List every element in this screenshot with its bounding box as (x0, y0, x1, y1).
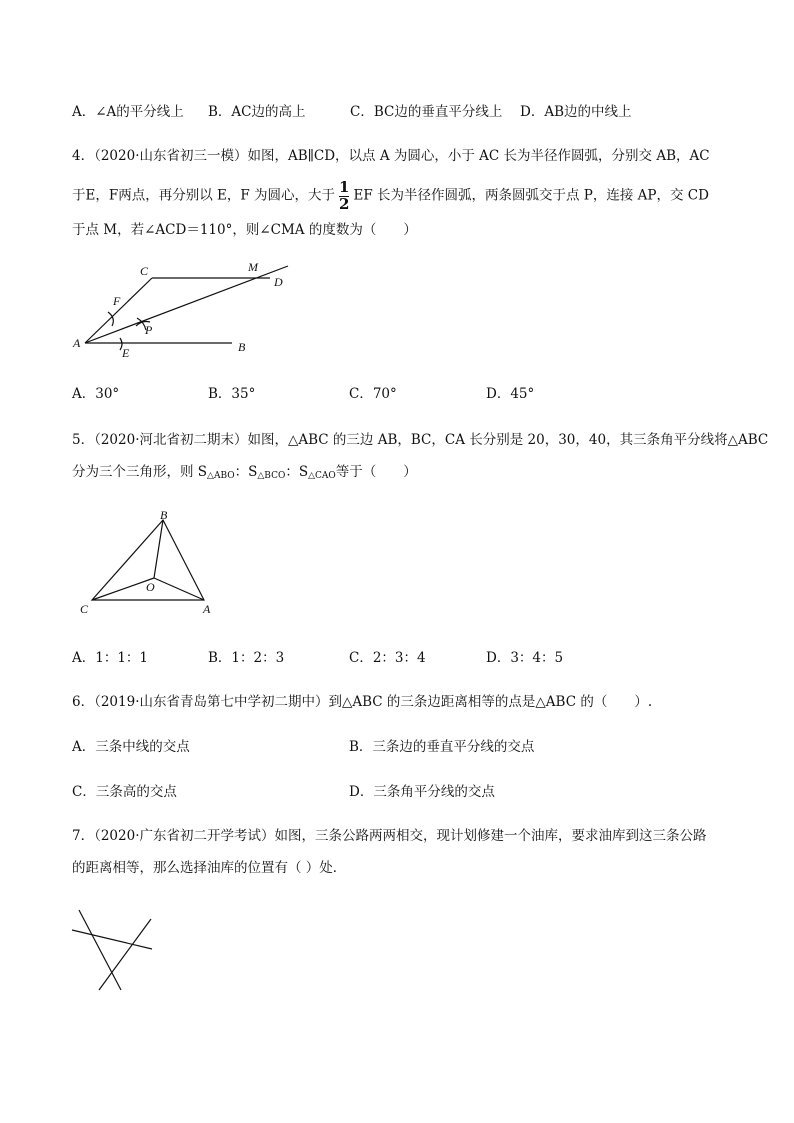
fraction-numerator: 1 (339, 178, 350, 196)
label-b: B (238, 340, 246, 354)
subscript-bco: △BCO (257, 471, 286, 481)
q4-stem-line2-post: EF 长为半径作圆弧，两条圆弧交于点 P，连接 AP，交 CD (353, 187, 709, 204)
q5-line2-post: 等于（ ） (335, 464, 417, 480)
label-e: E (122, 346, 130, 360)
label-f: F (113, 294, 121, 308)
road-1 (72, 930, 152, 949)
q4-stem-line2-pre: 于E，F两点，再分别以 E，F 为圆心，大于 (72, 187, 336, 204)
q7-stem-line1: 7．（2020·广东省初二开学考试）如图，三条公路两两相交，现计划修建一个油库，要求油库到这三条公路 (72, 828, 707, 844)
q6-option-c: C．三条高的交点 (72, 784, 177, 800)
label-o: O (146, 580, 155, 594)
q3-option-b: B．AC边的高上 (208, 104, 306, 120)
q5-line2-pre: 分为三个三角形，则 S (72, 464, 208, 480)
q5-option-d: D．3：4：5 (486, 650, 564, 666)
q3-option-c: C．BC边的垂直平分线上 (350, 104, 503, 120)
q6-option-d: D．三条角平分线的交点 (349, 784, 495, 800)
q5-sep1: ：S (234, 464, 258, 480)
q7-stem-line2: 的距离相等，那么选择油库的位置有（ ）处． (72, 860, 347, 876)
q4-option-d: D．45° (486, 386, 535, 402)
q5-option-c: C．2：3：4 (349, 650, 426, 666)
label-p: P (145, 323, 153, 337)
q3-option-d: D．AB边的中线上 (520, 104, 632, 120)
q6-option-a: A．三条中线的交点 (72, 739, 190, 755)
q3-option-a: A．∠A的平分线上 (72, 104, 184, 120)
label-m: M (248, 260, 258, 274)
road-3 (99, 919, 151, 990)
road-2 (79, 910, 121, 990)
q5-option-a: A．1：1：1 (72, 650, 149, 666)
q5-stem-line1: 5．（2020·河北省初二期末）如图，△ABC 的三边 AB，BC，CA 长分别是 20，30，40，其三条角平分线将△ABC (72, 432, 769, 448)
fraction-denominator: 2 (339, 195, 350, 213)
q5-option-b: B．1：2：3 (208, 650, 285, 666)
q4-option-a: A．30° (72, 386, 120, 402)
subscript-abo: △ABO (207, 471, 235, 481)
label-a: A (203, 602, 211, 616)
q6-stem-line1: 6．（2019·山东省青岛第七中学初二期中）到△ABC 的三条边距离相等的点是△ABC 的（ ）. (72, 694, 653, 710)
q4-stem-line1: 4．（2020·山东省初三一模）如图，AB∥CD，以点 A 为圆心，小于 AC 长为半径作圆弧，分别交 AB，AC (72, 148, 710, 164)
q6-option-b: B．三条边的垂直平分线的交点 (349, 739, 535, 755)
label-b: B (160, 508, 168, 522)
q5-sep2: ：S (285, 464, 309, 480)
label-c: C (140, 264, 149, 278)
label-c: C (80, 602, 89, 616)
subscript-cao: △CAO (308, 471, 336, 481)
q4-option-c: C．70° (349, 386, 397, 402)
label-d: D (274, 275, 283, 289)
q4-stem-line3: 于点 M，若∠ACD＝110°，则∠CMA 的度数为（ ） (72, 222, 417, 238)
label-a: A (73, 336, 81, 350)
q4-option-b: B．35° (208, 386, 256, 402)
